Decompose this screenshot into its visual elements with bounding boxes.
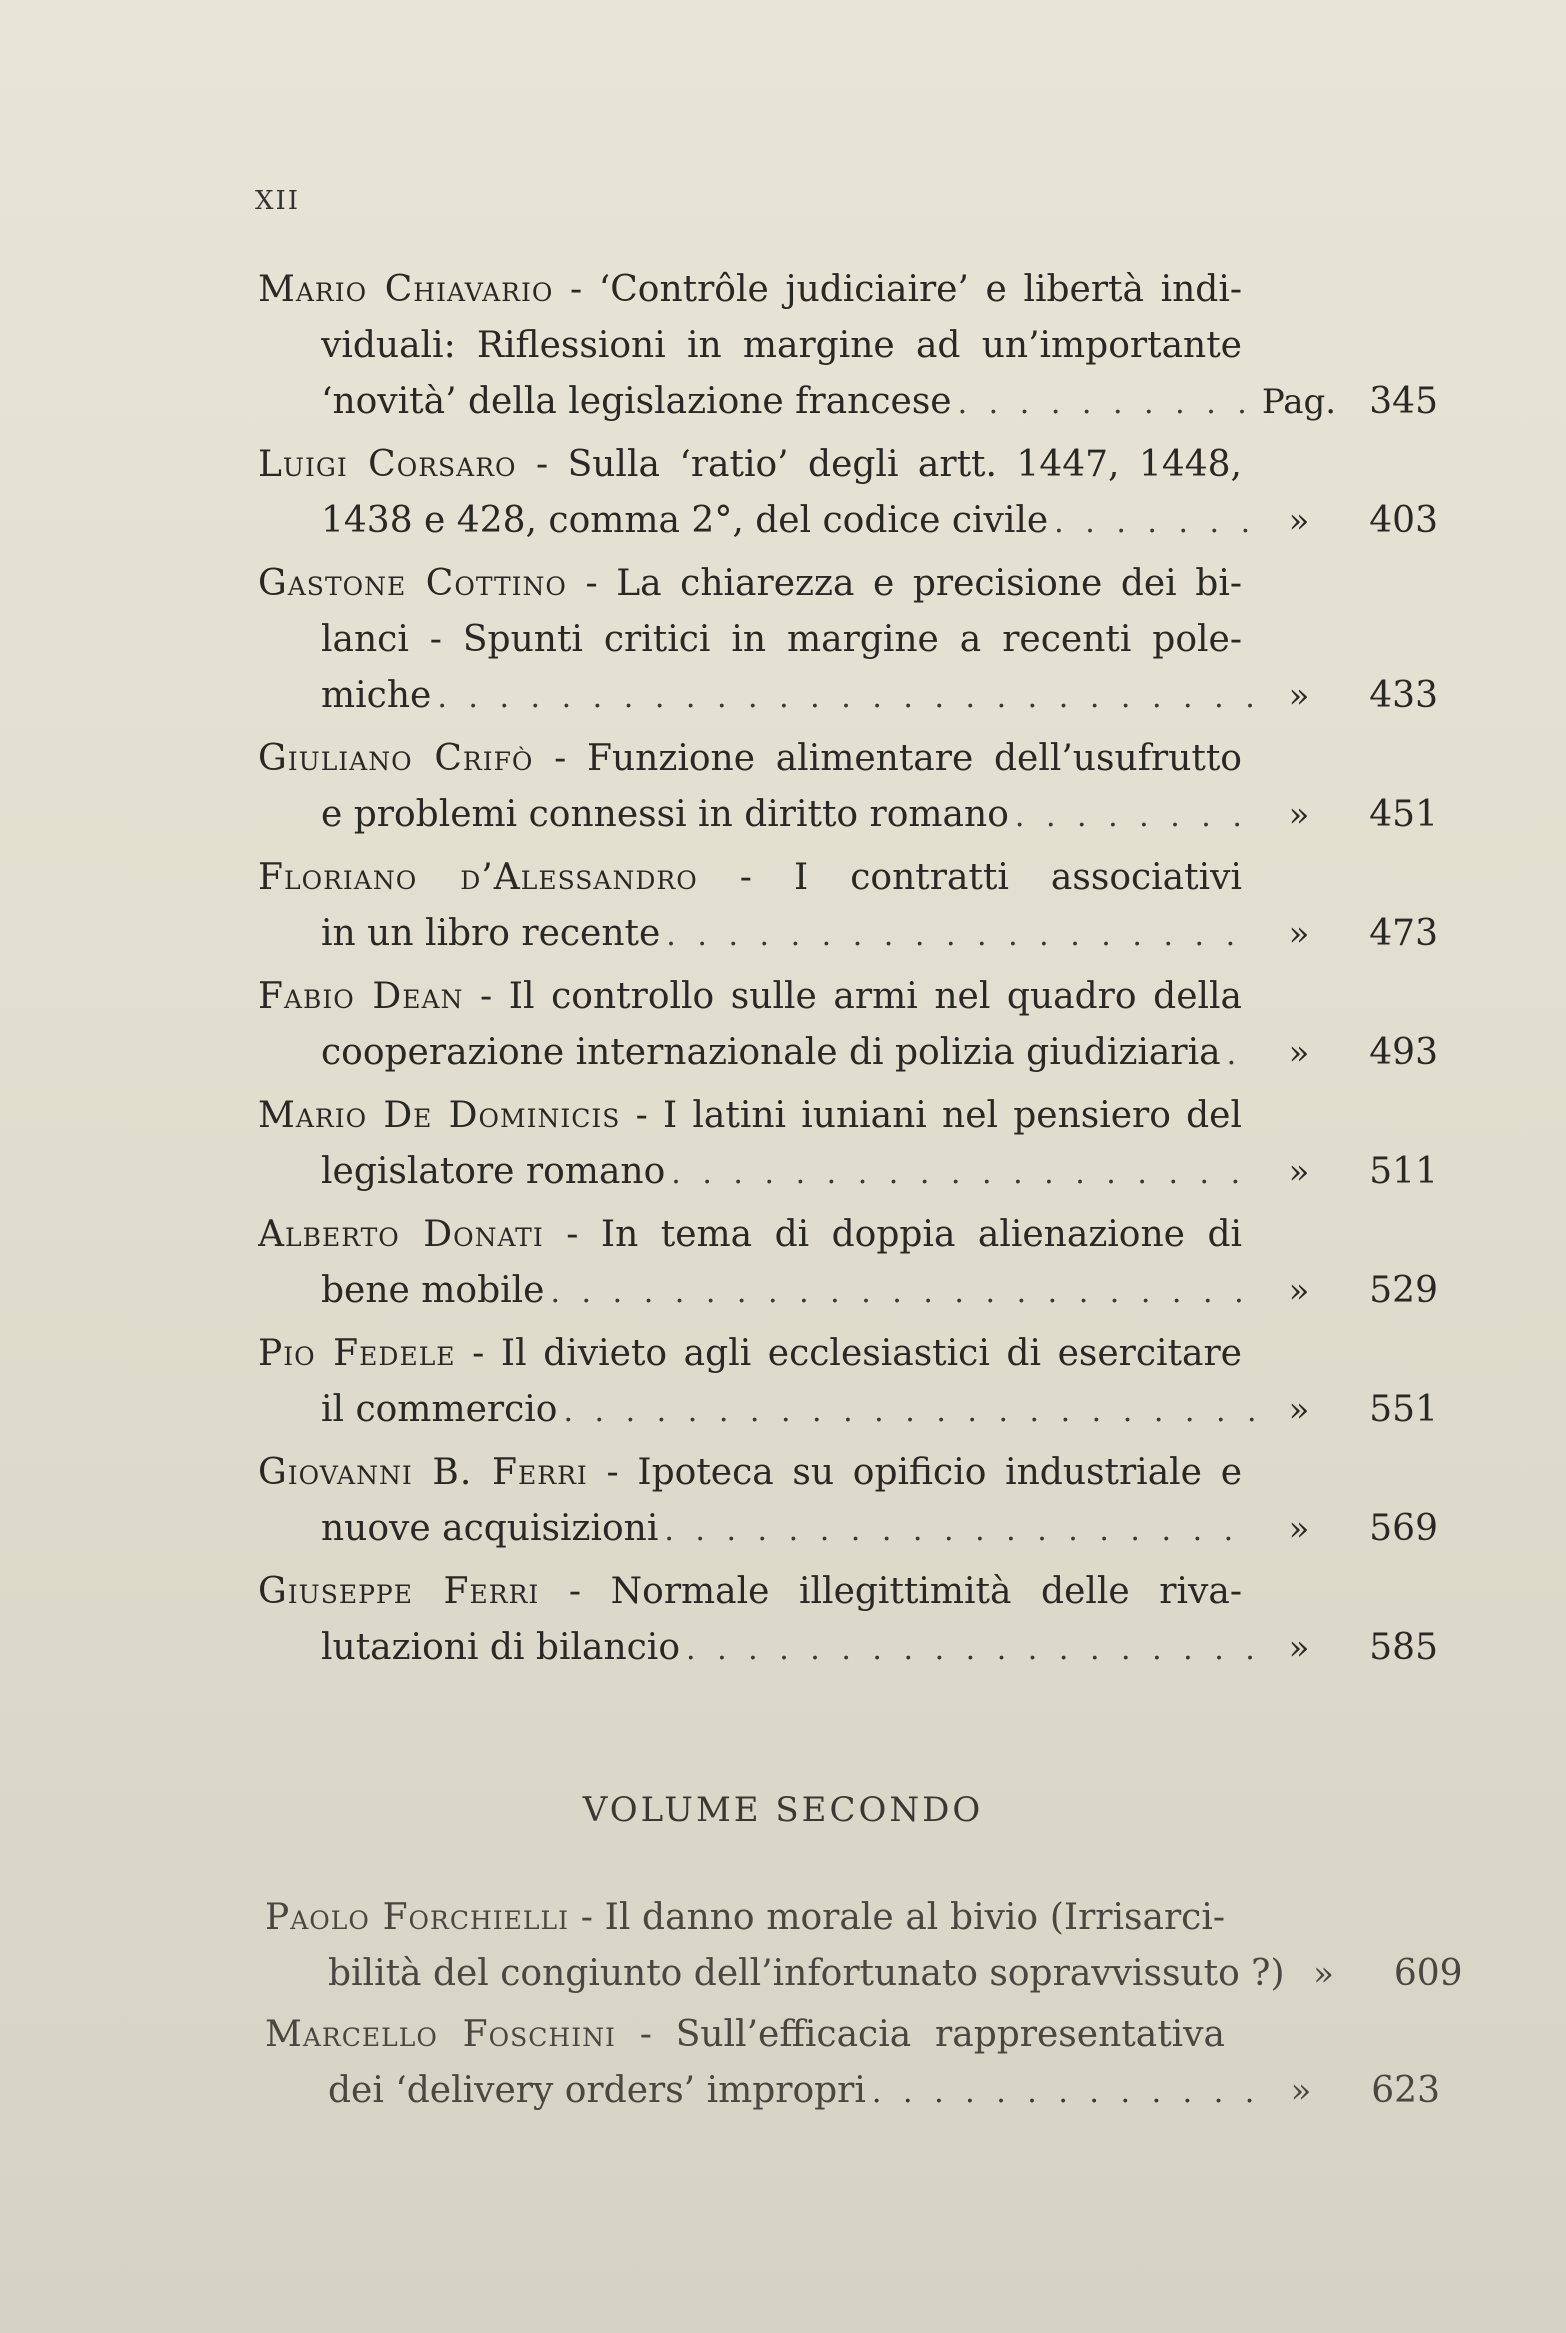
page-marker: » [1288, 676, 1310, 716]
entry-first-line [258, 731, 1242, 787]
title-text: - I contratti associativi [739, 857, 1242, 898]
entry-last-line [321, 374, 1438, 432]
entry-first-line [265, 2007, 1225, 2063]
entry-page: 451 [1369, 794, 1438, 835]
entry-last-line [321, 1263, 1438, 1321]
entry-page: 511 [1369, 1151, 1438, 1192]
entry-page: 345 [1369, 381, 1438, 422]
title-end: bilità del congiunto dell’infortunato sopravvissuto ?) [328, 1953, 1285, 1994]
page-marker: » [1290, 2071, 1312, 2111]
entry-first-line [258, 1088, 1242, 1144]
leader-dots [1054, 495, 1254, 551]
author-name: Mario Chiavario [258, 269, 554, 310]
title-text: - Funzione alimentare dell’usufrutto [554, 738, 1242, 779]
leader-dots [958, 376, 1254, 432]
page-marker: » [1288, 1628, 1310, 1668]
title-end: nuove acquisizioni [321, 1508, 659, 1549]
title-end: lutazioni di bilancio [321, 1627, 680, 1668]
page-marker: » [1288, 1152, 1310, 1192]
entry-page: 403 [1369, 500, 1438, 541]
toc-entry [258, 1088, 1438, 1202]
toc-entry [258, 437, 1438, 551]
page-marker: » [1288, 501, 1310, 541]
author-name: Fabio Dean [258, 976, 464, 1017]
toc-entry [258, 1445, 1438, 1559]
entry-first-line [258, 969, 1242, 1025]
page-number: XII [255, 186, 301, 216]
entry-page: 433 [1369, 675, 1438, 716]
toc-entry [258, 556, 1438, 726]
author-name: Luigi Corsaro [258, 444, 517, 485]
entry-last-line [321, 1382, 1438, 1440]
entry-first-line [258, 850, 1242, 906]
title-end: in un libro recente [321, 913, 661, 954]
author-name: Giuseppe Ferri [258, 1571, 540, 1612]
leader-dots [437, 670, 1254, 726]
title-end: 1438 e 428, comma 2°, del codice civile [321, 500, 1049, 541]
toc-entry [258, 731, 1438, 845]
leader-dots [686, 1622, 1254, 1678]
entry-page: 623 [1371, 2070, 1440, 2111]
leader-dots [666, 908, 1254, 964]
author-name: Alberto Donati [258, 1214, 544, 1255]
entry-page: 473 [1369, 913, 1438, 954]
entry-last-line [321, 668, 1438, 726]
page-marker: » [1288, 1509, 1310, 1549]
title-text: - La chiarezza e precisione dei bi- [585, 563, 1242, 604]
entry-first-line [258, 437, 1242, 493]
page-marker: » [1288, 1271, 1310, 1311]
entry-last-line [321, 787, 1438, 845]
toc-entry [265, 1890, 1463, 2002]
leader-dots [872, 2065, 1256, 2121]
entry-last-line [321, 493, 1438, 551]
toc-entry [258, 850, 1438, 964]
entry-first-line [258, 1326, 1242, 1382]
section-title: VOLUME SECONDO [582, 1790, 984, 1830]
page-marker: » [1288, 1390, 1310, 1430]
author-name: Paolo Forchielli [265, 1897, 570, 1938]
entry-first-line [258, 1207, 1242, 1263]
leader-dots [563, 1384, 1254, 1440]
title-continuation: lanci - Spunti critici in margine a recenti pole- [321, 619, 1242, 660]
title-end: il commercio [321, 1389, 558, 1430]
page-marker: » [1288, 1033, 1310, 1073]
title-end: dei ‘delivery orders’ impropri [328, 2070, 866, 2111]
toc-entry [258, 969, 1438, 1083]
leader-dots [550, 1265, 1254, 1321]
title-text: - Normale illegittimità delle riva- [568, 1571, 1242, 1612]
title-end: e problemi connessi in diritto romano [321, 794, 1009, 835]
entry-first-line [258, 262, 1242, 318]
entry-page: 585 [1369, 1627, 1438, 1668]
entry-page: 569 [1369, 1508, 1438, 1549]
author-name: Pio Fedele [258, 1333, 456, 1374]
entry-first-line [265, 1890, 1225, 1946]
entry-last-line [328, 2063, 1440, 2121]
title-text: - Sull’efficacia rappresentativa [639, 2014, 1225, 2055]
title-text: - Sulla ‘ratio’ degli artt. 1447, 1448, [535, 444, 1242, 485]
page-marker: Pag. [1261, 382, 1337, 422]
entry-first-line [258, 1564, 1242, 1620]
author-name: Marcello Foschini [265, 2014, 616, 2055]
toc-entry [258, 1564, 1438, 1678]
page-marker: » [1313, 1954, 1334, 1994]
title-text: - Il divieto agli ecclesiastici di esercitare [472, 1333, 1242, 1374]
entry-first-line [258, 556, 1242, 612]
entry-first-line [258, 1445, 1242, 1501]
title-end: cooperazione internazionale di polizia giudiziaria [321, 1032, 1221, 1073]
author-name: Giuliano Crifò [258, 738, 534, 779]
title-end: legislatore romano [321, 1151, 666, 1192]
page-marker: » [1288, 914, 1310, 954]
page-marker: » [1288, 795, 1310, 835]
entry-last-line [328, 1946, 1463, 2002]
entry-last-line [321, 1025, 1438, 1083]
title-end: bene mobile [321, 1270, 545, 1311]
entry-page: 529 [1369, 1270, 1438, 1311]
entry-last-line [321, 1144, 1438, 1202]
entry-page: 493 [1369, 1032, 1438, 1073]
entry-last-line [321, 906, 1438, 964]
table-of-contents [258, 262, 1438, 1683]
title-text: - Il danno morale al bivio (Irrisarci- [580, 1897, 1225, 1938]
entry-page: 609 [1393, 1953, 1463, 1994]
entry-last-line [321, 1620, 1438, 1678]
author-name: Floriano d’Alessandro [258, 857, 698, 898]
toc-entry [265, 2007, 1440, 2121]
title-text: - ‘Contrôle judiciaire’ e libertà indi- [570, 269, 1242, 310]
entry-last-line [321, 1501, 1438, 1559]
author-name: Mario De Dominicis [258, 1095, 621, 1136]
title-text: - Ipoteca su opificio industriale e [606, 1452, 1242, 1493]
title-end: ‘novità’ della legislazione francese [321, 381, 952, 422]
toc-entry [258, 1326, 1438, 1440]
leader-dots [1227, 1027, 1254, 1083]
title-text: - In tema di doppia alienazione di [566, 1214, 1242, 1255]
table-of-contents-volume-two [265, 1890, 1463, 2126]
leader-dots [1015, 789, 1254, 845]
title-continuation: viduali: Riflessioni in margine ad un’importante [321, 325, 1242, 366]
title-text: - I latini iuniani nel pensiero del [635, 1095, 1242, 1136]
author-name: Giovanni B. Ferri [258, 1452, 588, 1493]
toc-entry [258, 262, 1438, 432]
leader-dots [664, 1503, 1254, 1559]
author-name: Gastone Cottino [258, 563, 567, 604]
entry-page: 551 [1369, 1389, 1438, 1430]
leader-dots [671, 1146, 1254, 1202]
title-text: - Il controllo sulle armi nel quadro della [480, 976, 1242, 1017]
title-end: miche [321, 675, 432, 716]
toc-entry [258, 1207, 1438, 1321]
